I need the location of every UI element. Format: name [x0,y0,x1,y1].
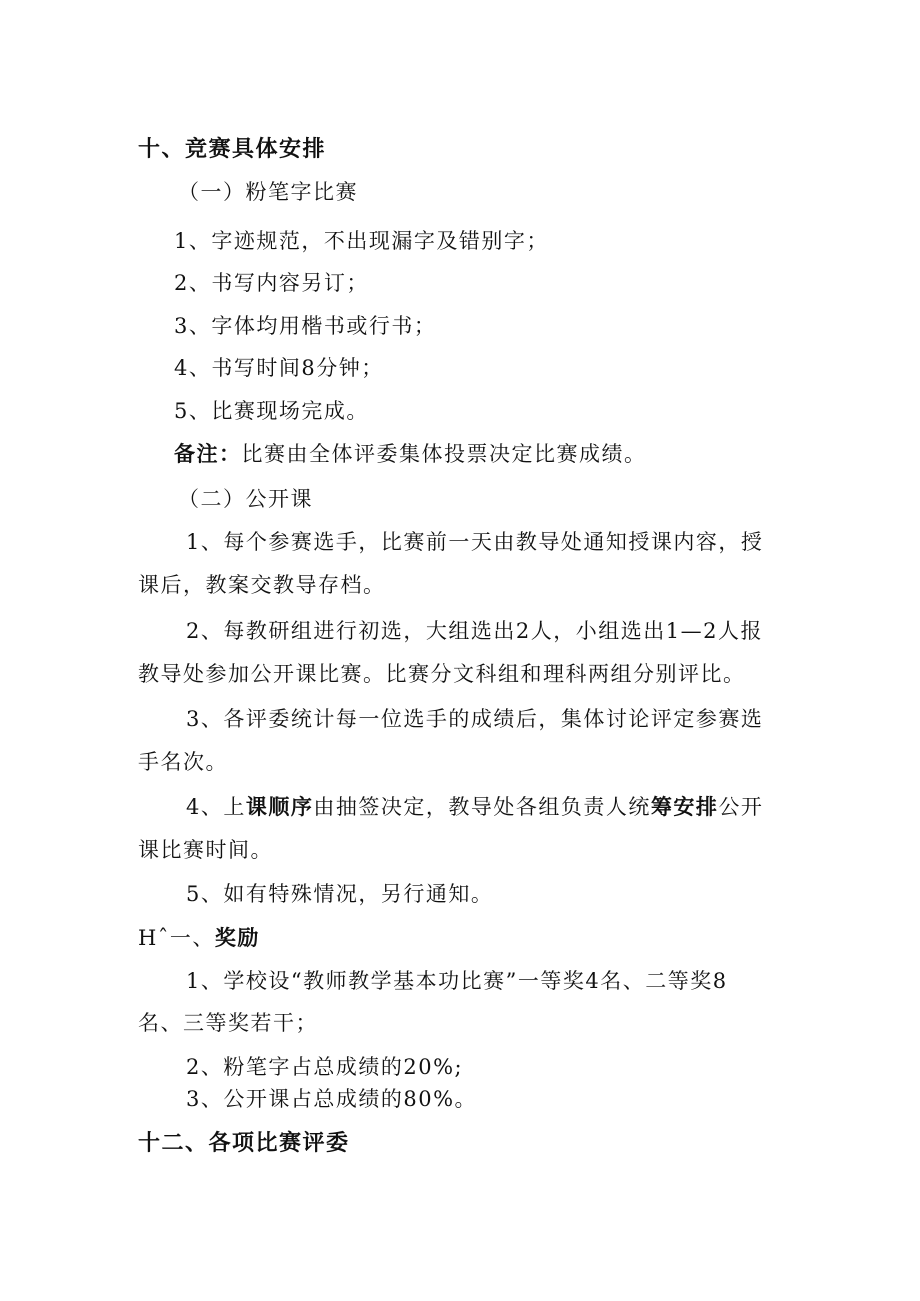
note-line [174,439,647,469]
chalk-rule-4: 4、书写时间8分钟； [174,356,384,380]
section-12-heading: 十二、各项比赛评委 [138,1130,350,1156]
item4-part2: 由抽签决定，教导处各组负责人统 [313,795,651,819]
chalk-rule-5: 5、比赛现场完成。 [174,399,369,423]
chalk-rule-1: 1、字迹规范，不出现漏字及错别字； [174,229,549,253]
note-text: 比赛由全体评委集体投票决定比赛成绩。 [241,442,647,466]
open-class-line-4: 教导处参加公开课比赛。比赛分文科组和理科两组分别评比。 [138,662,746,686]
item4-part3: 公开 [718,795,764,819]
open-class-line-6: 手名次。 [138,750,228,774]
chalk-rule-2: 2、书写内容另订； [174,271,369,295]
note-label: 备注： [174,441,242,466]
section-11-prefix: Hˆ一、 [138,926,215,950]
open-class-line-5: 3、各评委统计每一位选手的成绩后，集体讨论评定参赛选 [186,707,764,731]
section-11-title: 奖励 [214,925,260,950]
chalk-rule-3: 3、字体均用楷书或行书； [174,314,437,338]
section-10-heading: 十、竞赛具体安排 [138,136,327,162]
open-class-item-4 [186,792,763,822]
subsection-open-class-heading: （二）公开课 [178,487,313,511]
award-line-1: 1、学校设“教师教学基本功比赛”一等奖4名、二等奖8 [186,969,728,993]
open-class-item-4-cont: 课比赛时间。 [138,838,273,862]
open-class-item-5: 5、如有特殊情况，另行通知。 [186,882,494,906]
open-class-line-1: 1、每个参赛选手，比赛前一天由教导处通知授课内容，授 [186,530,764,554]
subsection-chalk-heading: （一）粉笔字比赛 [178,180,358,204]
award-line-3: 2、粉笔字占总成绩的20%; [186,1055,464,1079]
item4-part1: 4、上 [186,795,246,819]
award-line-2: 名、三等奖若干； [138,1011,318,1035]
award-line-4: 3、公开课占总成绩的80%。 [186,1087,478,1111]
item4-bold1: 课顺序 [245,794,314,819]
item4-bold2: 筹安排 [650,794,719,819]
open-class-line-2: 课后，教案交教导存档。 [138,573,386,597]
section-11-heading [138,923,260,953]
open-class-line-3: 2、每教研组进行初选，大组选出2人，小组选出1—2人报 [186,619,763,643]
